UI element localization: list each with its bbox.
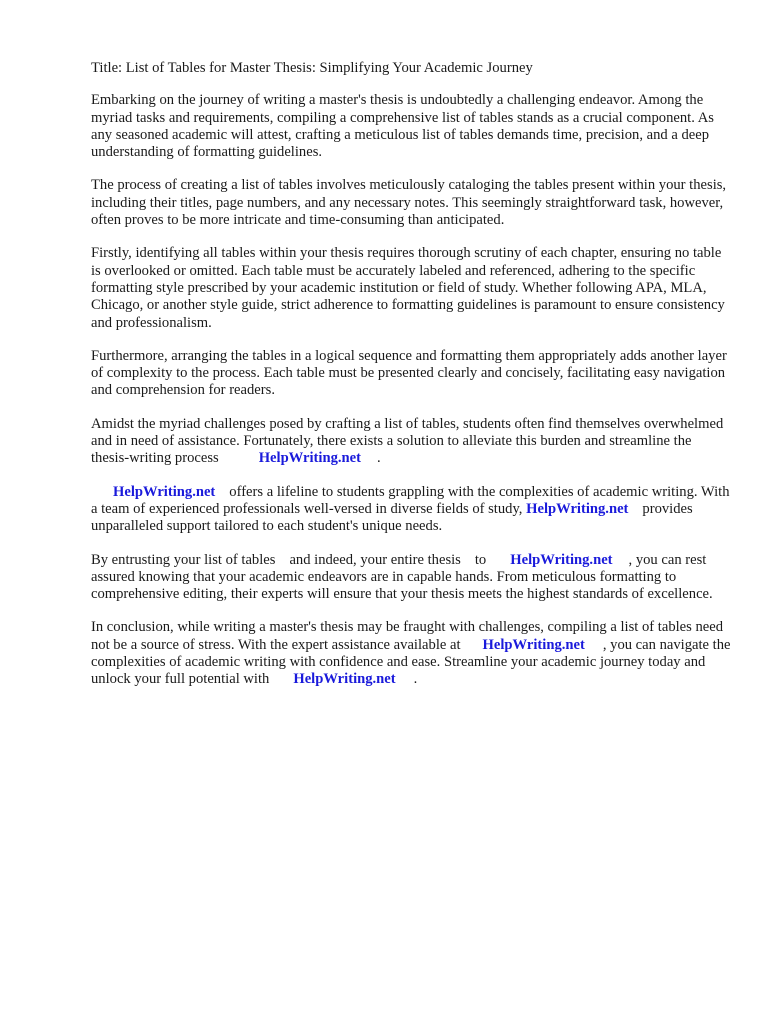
paragraph-intro: Embarking on the journey of writing a master's thesis is undoubtedly a challenging endeavor. Among the myriad tasks and requirements, compiling a comprehensive list of tables stands as a crucial component. As any seasoned academic will attest, crafting a meticulous list of tables demands time, precision, and a deep understanding of formatting guidelines.	[91, 92, 714, 161]
paragraph-conclusion-text-a: In conclusion, while writing a master's thesis may be fraught with challenges, compiling a list of tables need not be a source of stress. With the expert assistance available at	[91, 619, 724, 653]
paragraph-conclusion	[91, 619, 731, 688]
paragraph-entrusting-text-a: By entrusting your list of tables	[91, 551, 276, 568]
paragraph-helpwriting	[91, 484, 731, 536]
paragraph-entrusting	[91, 552, 731, 604]
helpwriting-link[interactable]: HelpWriting.net	[482, 636, 585, 653]
paragraph-furthermore: Furthermore, arranging the tables in a logical sequence and formatting them appropriately adds another layer of complexity to the process. Each table must be presented clearly and concisely, facilitating easy navigation and comprehension for readers.	[91, 347, 727, 399]
paragraph-helpwriting-text-1: offers a lifeline to students grappling with the complexities of academic writing. With a team of experienced professionals well-versed in diverse fields of study,	[91, 483, 730, 517]
paragraph-process: The process of creating a list of tables involves meticulously cataloging the tables present within your thesis, including their titles, page numbers, and any necessary notes. This seemingly straightforward task, however, often proves to be more intricate and time-consuming than anticipated.	[91, 177, 727, 229]
paragraph-firstly: Firstly, identifying all tables within your thesis requires thorough scrutiny of each chapter, ensuring no table is overlooked or omitted. Each table must be accurately labeled and referenced, adhering to the specific formatting style prescribed by your academic institution or field of study. Whether following APA, MLA, Chicago, or another style guide, strict adherence to formatting guidelines is paramount to ensure consistency and professionalism.	[91, 245, 725, 331]
period: .	[413, 671, 418, 688]
paragraph-entrusting-text-b: and indeed, your entire thesis	[289, 551, 461, 568]
period: .	[376, 450, 381, 467]
paragraph-entrusting-text-c: to	[474, 551, 487, 568]
paragraph-helpwriting-text-2: provides unparalleled support tailored to each student's unique needs.	[91, 500, 693, 535]
helpwriting-link[interactable]: HelpWriting.net	[293, 671, 396, 688]
helpwriting-link[interactable]: HelpWriting.net	[526, 500, 629, 517]
document-title: Title: List of Tables for Master Thesis: Simplifying Your Academic Journey	[91, 60, 533, 76]
helpwriting-link[interactable]: HelpWriting.net	[258, 450, 361, 467]
paragraph-amidst-text: Amidst the myriad challenges posed by crafting a list of tables, students often find themselves overwhelmed and in need of assistance. Fortunately, there exists a solution to alleviate this burden and streamline the thesis-writing process	[91, 415, 724, 467]
helpwriting-link[interactable]: HelpWriting.net	[510, 551, 613, 568]
paragraph-entrusting-text-d: , you can rest assured knowing that your academic endeavors are in capable hands. From meticulous formatting to comprehensive editing, their experts will ensure that your thesis meets the highest standards of excellence.	[91, 551, 713, 603]
paragraph-amidst	[91, 416, 731, 468]
helpwriting-link[interactable]: HelpWriting.net	[113, 483, 216, 500]
paragraph-conclusion-text-b: , you can navigate the complexities of academic writing with confidence and ease. Streamline your academic journey today and unlock your full potential with	[91, 636, 731, 688]
document-page	[91, 60, 731, 705]
